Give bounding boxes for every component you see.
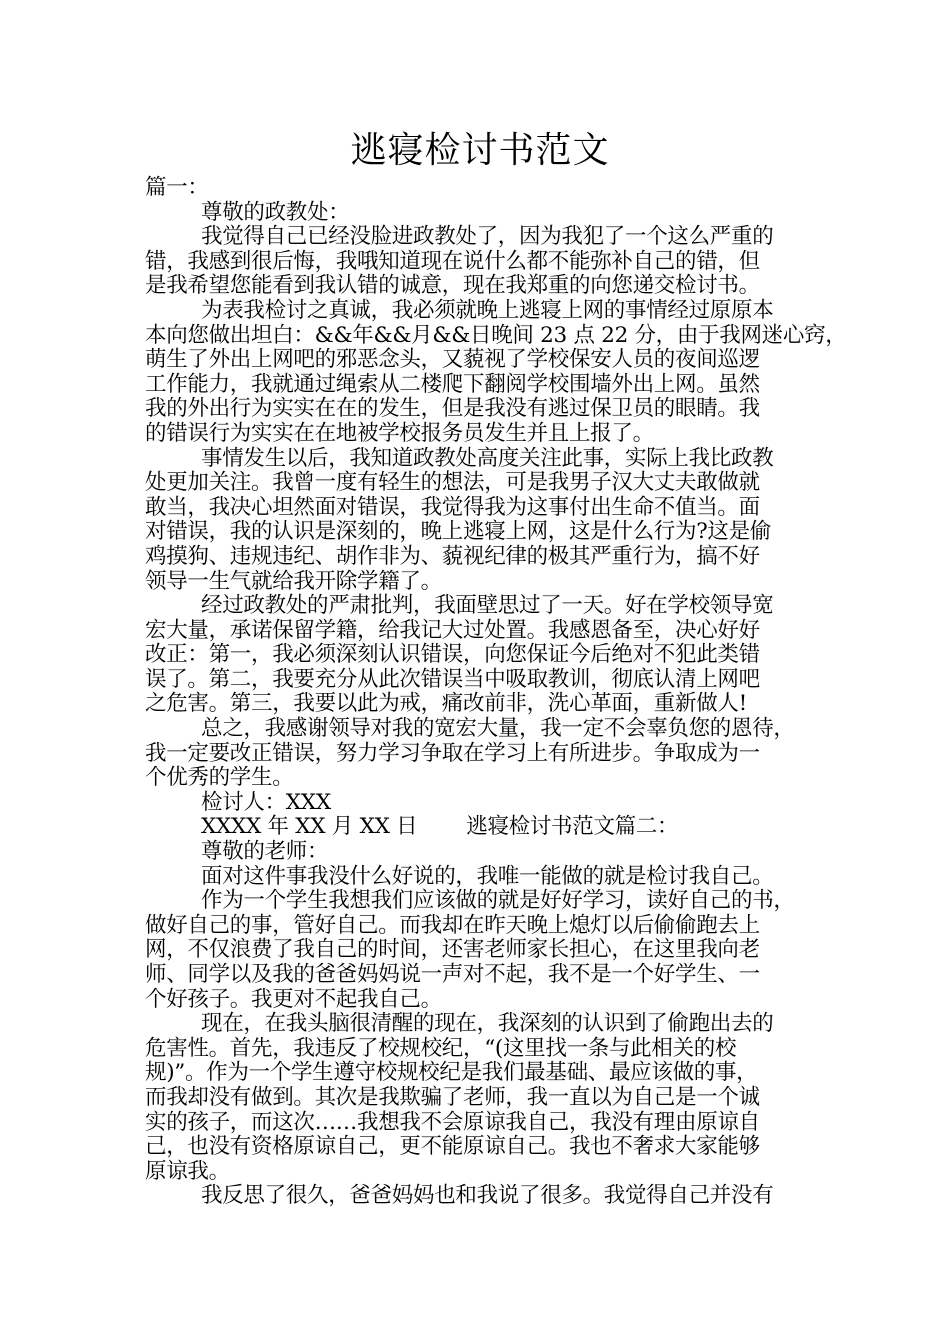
text-line: 而我却没有做到。其次是我欺骗了老师，我一直以为自己是一个诚 bbox=[145, 1084, 760, 1110]
text-line: 实的孩子，而这次……我想我不会原谅我自己，我没有理由原谅自 bbox=[145, 1109, 760, 1135]
text-line: 宏大量，承诺保留学籍，给我记大过处置。我感恩备至，决心好好 bbox=[145, 617, 760, 643]
text-line: 做好自己的事，管好自己。而我却在昨天晚上熄灯以后偷偷跑去上 bbox=[145, 912, 760, 938]
text-line: 为表我检讨之真诚，我必须就晚上逃寝上网的事情经过原原本 bbox=[201, 297, 774, 323]
text-line: 原谅我。 bbox=[145, 1158, 230, 1184]
text-line: 敢当，我决心坦然面对错误，我觉得我为这事付出生命不值当。面 bbox=[145, 494, 760, 520]
text-line: 网，不仅浪费了我自己的时间，还害老师家长担心，在这里我向老 bbox=[145, 937, 760, 963]
document-title: 逃寝检讨书范文 bbox=[350, 130, 610, 171]
text-line: 尊敬的老师： bbox=[201, 839, 329, 865]
text-line: 本向您做出坦白：&&年&&月&&日晚间 23 点 22 分，由于我网迷心窍， bbox=[145, 322, 847, 348]
document-page bbox=[145, 128, 847, 1209]
text-line: 我的外出行为实实在在的发生，但是我没有逃过保卫员的眼睛。我 bbox=[145, 396, 760, 422]
text-line: 现在，在我头脑很清醒的现在，我深刻的认识到了偷跑出去的 bbox=[201, 1011, 774, 1037]
text-line: 领导一生气就给我开除学籍了。 bbox=[145, 568, 442, 594]
text-line: 我反思了很久，爸爸妈妈也和我说了很多。我觉得自己并没有 bbox=[201, 1183, 774, 1209]
text-line: 我一定要改正错误，努力学习争取在学习上有所进步。争取成为一 bbox=[145, 740, 760, 766]
text-line: 改正：第一，我必须深刻认识错误，向您保证今后绝对不犯此类错 bbox=[145, 642, 760, 668]
text-line: 个好孩子。我更对不起我自己。 bbox=[145, 986, 442, 1012]
text-line: XXXX 年 XX 月 XX 日 逃寝检讨书范文篇二： bbox=[201, 814, 679, 840]
text-line: 误了。第二，我要充分从此次错误当中吸取教训，彻底认清上网吧 bbox=[145, 666, 760, 692]
text-line: 检讨人：XXX bbox=[201, 789, 331, 815]
text-line: 事情发生以后，我知道政教处高度关注此事，实际上我比政教 bbox=[201, 445, 774, 471]
document-body bbox=[145, 175, 847, 1209]
text-line: 己，也没有资格原谅自己，更不能原谅自己。我也不奢求大家能够 bbox=[145, 1134, 760, 1160]
text-line: 师、同学以及我的爸爸妈妈说一声对不起，我不是一个好学生、一 bbox=[145, 962, 760, 987]
text-line: 总之，我感谢领导对我的宽宏大量，我一定不会辜负您的恩待， bbox=[201, 716, 795, 742]
text-line: 个优秀的学生。 bbox=[145, 765, 294, 791]
text-line: 的错误行为实实在在地被学校报务员发生并且上报了。 bbox=[145, 420, 654, 446]
text-line: 危害性。首先，我违反了校规校纪，“(这里找一条与此相关的校 bbox=[145, 1035, 737, 1061]
text-line: 萌生了外出上网吧的邪恶念头，又藐视了学校保安人员的夜间巡逻 bbox=[145, 347, 760, 373]
text-line: 鸡摸狗、违规违纪、胡作非为、藐视纪律的极其严重行为，搞不好 bbox=[145, 543, 760, 569]
text-line: 对错误，我的认识是深刻的，晚上逃寝上网，这是什么行为?这是偷 bbox=[145, 519, 772, 545]
text-line: 规)”。作为一个学生遵守校规校纪是我们最基础、最应该做的事， bbox=[145, 1060, 758, 1086]
text-line: 之危害。第三，我要以此为戒，痛改前非，洗心革面，重新做人! bbox=[145, 691, 747, 717]
text-line: 我觉得自己已经没脸进政教处了，因为我犯了一个这么严重的 bbox=[201, 224, 774, 250]
text-line: 尊敬的政教处： bbox=[201, 199, 350, 225]
text-line: 经过政教处的严肃批判，我面壁思过了一天。好在学校领导宽 bbox=[201, 593, 774, 619]
text-line: 是我希望您能看到我认错的诚意，现在我郑重的向您递交检讨书。 bbox=[145, 273, 760, 299]
text-line: 作为一个学生我想我们应该做的就是好好学习，读好自己的书， bbox=[201, 888, 795, 914]
text-line: 面对这件事我没什么好说的，我唯一能做的就是检讨我自己。 bbox=[201, 863, 774, 889]
text-line: 篇一： bbox=[145, 175, 209, 200]
text-line: 处更加关注。我曾一度有轻生的想法，可是我男子汉大丈夫敢做就 bbox=[145, 470, 760, 496]
text-line: 工作能力，我就通过绳索从二楼爬下翻阅学校围墙外出上网。虽然 bbox=[145, 371, 760, 397]
text-line: 错，我感到很后悔，我哦知道现在说什么都不能弥补自己的错，但 bbox=[145, 248, 760, 274]
